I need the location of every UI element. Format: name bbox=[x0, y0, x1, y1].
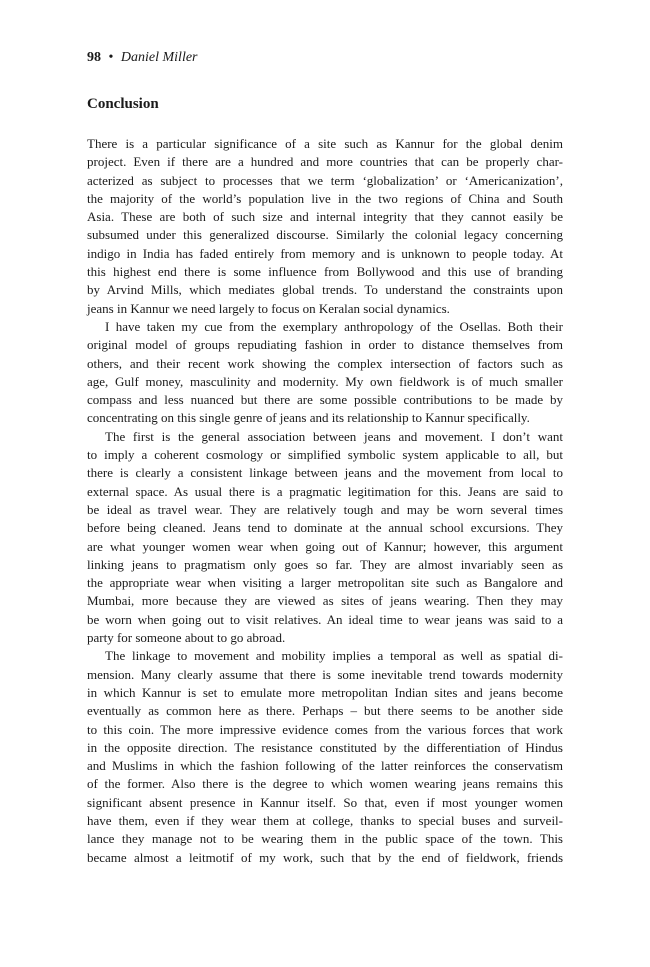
running-header bbox=[87, 49, 198, 67]
text-line: became almost a leitmotif of my work, such that by the end of fieldwork, friends bbox=[87, 849, 563, 865]
text-line: are what younger women wear when going out of Kannur; however, this argument bbox=[87, 538, 563, 554]
text-line: by Arvind Mills, which mediates global trends. To understand the constraints upon bbox=[87, 282, 563, 298]
text-line: The linkage to movement and mobility implies a temporal as well as spatial di- bbox=[105, 648, 563, 664]
text-line: before being cleaned. Jeans tend to dominate at the annual school excursions. They bbox=[87, 520, 563, 536]
text-line: indigo in India has faded entirely from memory and is unknown to people today. At bbox=[87, 245, 563, 261]
body-text bbox=[87, 135, 563, 867]
text-line: The first is the general association between jeans and movement. I don’t want bbox=[105, 428, 563, 444]
text-line: external space. As usual there is a pragmatic legitimation for this. Jeans are said to bbox=[87, 483, 563, 499]
text-line: mension. Many clearly assume that there is some inevitable trend towards modernity bbox=[87, 666, 563, 682]
text-line: in the opposite direction. The resistance constituted by the differentiation of Hindus bbox=[87, 739, 563, 755]
text-line: concentrating on this single genre of jeans and its relationship to Kannur specifically. bbox=[87, 410, 530, 426]
text-line: party for someone about to go abroad. bbox=[87, 630, 286, 646]
text-line: There is a particular significance of a site such as Kannur for the global denim bbox=[87, 136, 563, 151]
text-line: of the former. Also there is the degree to which women wearing jeans remains this bbox=[87, 776, 563, 792]
text-line: age, Gulf money, masculinity and modernity. My own fieldwork is of much smaller bbox=[87, 373, 563, 389]
text-line: linking jeans to pragmatism only goes so far. They are almost invariably seen as bbox=[87, 556, 563, 572]
text-line: and Muslims in which the fashion following of the latter reinforces the conservatism bbox=[87, 758, 563, 774]
text-line: lance they manage not to be wearing them in the public space of the town. This bbox=[87, 831, 563, 847]
header-separator: • bbox=[108, 50, 114, 65]
text-line: acterized as subject to processes that we term ‘globalization’ or ‘Americanization’, bbox=[87, 172, 563, 188]
paragraph bbox=[87, 428, 563, 648]
text-line: to this coin. The more impressive evidence comes from the various forces that work bbox=[87, 721, 563, 737]
page-number: 98 bbox=[87, 50, 101, 65]
paragraph bbox=[87, 647, 563, 867]
text-line: Asia. These are both of such size and internal integrity that they cannot easily be bbox=[87, 209, 563, 225]
text-line: Mumbai, more because they are viewed as sites of jeans wearing. Then they may bbox=[87, 593, 563, 609]
text-line: the appropriate wear when visiting a larger metropolitan site such as Bangalore and bbox=[87, 575, 563, 591]
text-line: there is clearly a consistent linkage between jeans and the movement from local to bbox=[87, 465, 563, 481]
section-title: Conclusion bbox=[87, 96, 159, 112]
paragraph bbox=[87, 135, 563, 318]
text-line: subsumed under this generalized discourse. Similarly the colonial legacy concerning bbox=[87, 227, 563, 243]
text-line: be worn when going out to visit relatives. An ideal time to wear jeans was said to a bbox=[87, 611, 563, 627]
text-line: jeans in Kannur we need largely to focus on Keralan social dynamics. bbox=[87, 300, 450, 316]
text-line: the majority of the world’s population live in the two regions of China and South bbox=[87, 190, 563, 206]
text-line: in which Kannur is set to emulate more metropolitan Indian sites and jeans become bbox=[87, 684, 563, 700]
text-line: eventually as common here as there. Perhaps – but there seems to be another side bbox=[87, 703, 563, 719]
running-author: Daniel Miller bbox=[120, 50, 198, 65]
text-line: significant absent presence in Kannur itself. So that, even if most younger women bbox=[87, 794, 563, 810]
text-line: project. Even if there are a hundred and more countries that can be properly char- bbox=[87, 154, 563, 170]
text-line: to imply a coherent cosmology or simplified symbolic system applicable to all, but bbox=[87, 447, 563, 463]
paragraph bbox=[87, 318, 563, 428]
text-line: this highest end there is some influence from Bollywood and this use of branding bbox=[87, 264, 563, 280]
text-line: compass and less nuanced but there are some possible contributions to be made by bbox=[87, 392, 563, 408]
text-line: original model of groups repudiating fashion in order to distance themselves from bbox=[87, 337, 563, 353]
text-line: have them, even if they wear them at college, thanks to special buses and surveil- bbox=[87, 812, 563, 828]
text-line: others, and their recent work showing the complex intersection of factors such as bbox=[87, 355, 563, 371]
text-line: be ideal as travel wear. They are relatively tough and may be worn several times bbox=[87, 501, 563, 517]
text-line: I have taken my cue from the exemplary anthropology of the Osellas. Both their bbox=[105, 318, 563, 334]
